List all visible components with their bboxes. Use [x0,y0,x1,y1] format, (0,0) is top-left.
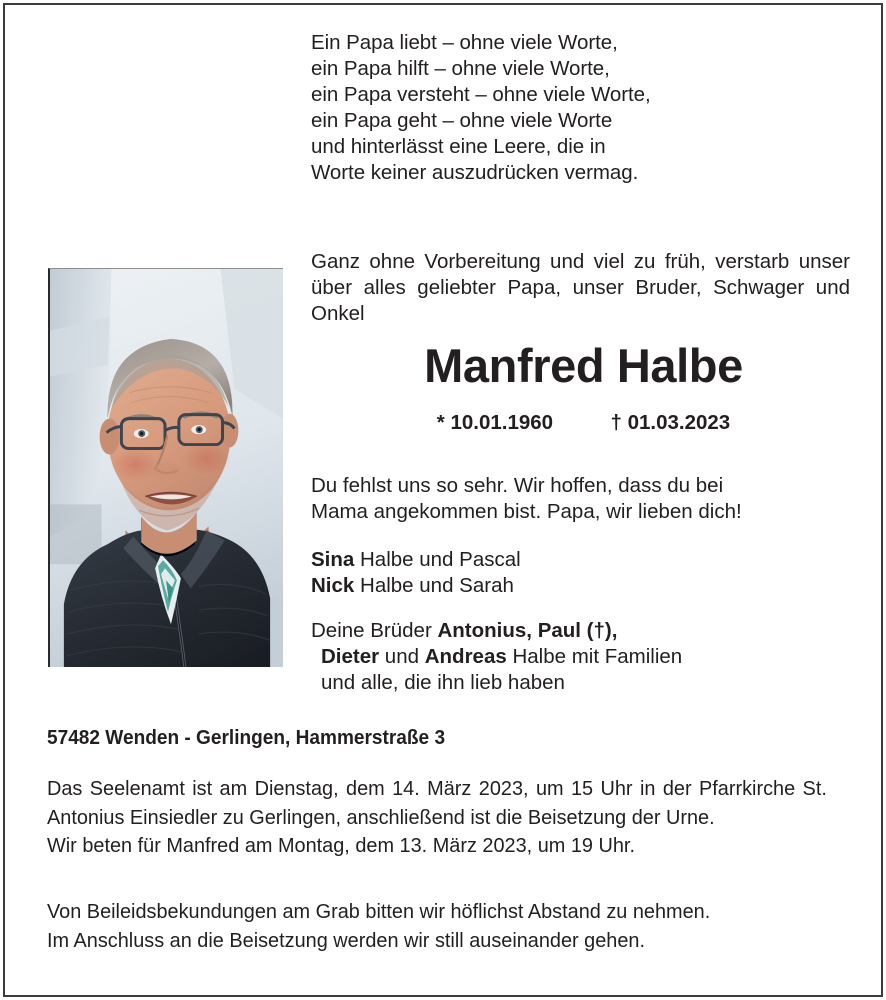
siblings-line-3: und alle, die ihn lieb haben [321,671,565,695]
intro-paragraph: Ganz ohne Vorbereitung und viel zu früh, verstarb unser über alles geliebter Papa, unser Bruder, Schwager und Onkel [311,249,850,325]
poem-line: Ein Papa liebt – ohne viele Worte, [311,31,618,54]
birth-symbol: * [436,411,445,434]
closing-line: Von Beileidsbekundungen am Grab bitten wir höflichst Abstand zu nehmen. [47,900,711,923]
farewell-line: Du fehlst uns so sehr. Wir hoffen, dass du bei [311,474,724,497]
siblings-suffix: Halbe mit Familien [506,645,683,669]
life-dates [311,410,856,435]
service-details [47,775,827,861]
poem-line: ein Papa hilft – ohne viele Worte, [311,57,610,81]
death-date: 01.03.2023 [627,411,731,434]
child-entry [311,573,856,599]
siblings-names-1: Antonius, Paul (†), [437,619,618,642]
poem-line: und hinterlässt eine Leere, die in [311,135,606,159]
deceased-portrait-photo [48,268,283,667]
siblings-conjunction: und [379,645,425,669]
mourning-address: 57482 Wenden - Gerlingen, Hammerstraße 3 [47,726,446,749]
birth-date: 10.01.1960 [450,411,554,434]
closing-line: Im Anschluss an die Beisetzung werden wir still auseinander gehen. [47,929,646,952]
siblings-block [311,618,856,697]
farewell-line: Mama angekommen bist. Papa, wir lieben dich! [311,500,742,524]
sibling-name-dieter: Dieter [321,645,380,669]
child-partner: Halbe und Sarah [354,574,514,598]
poem-block [311,30,856,187]
siblings-line-1 [311,618,856,644]
poem-line: Worte keiner auszudrücken vermag. [311,161,639,185]
closing-note [47,897,833,955]
children-list [311,547,856,599]
siblings-line-2 [311,644,856,670]
sibling-name-andreas: Andreas [424,645,507,669]
child-name: Nick [311,574,355,598]
siblings-prefix: Deine Brüder [311,619,438,642]
poem-line: ein Papa geht – ohne viele Worte [311,109,613,133]
farewell-message [311,473,856,525]
deceased-name: Manfred Halbe [424,339,743,392]
portrait-illustration [50,269,283,667]
child-name: Sina [311,548,355,571]
child-partner: Halbe und Pascal [354,548,521,571]
poem-line: ein Papa versteht – ohne viele Worte, [311,83,651,107]
death-symbol: † [610,411,622,434]
service-main-text: Das Seelenamt ist am Dienstag, dem 14. März 2023, um 15 Uhr in der Pfarrkirche St. Antonius Einsiedler zu Gerlingen, anschließend ist die Beisetzung der Urne. [47,777,827,829]
prayer-text: Wir beten für Manfred am Montag, dem 13. März 2023, um 19 Uhr. [47,834,635,858]
child-entry [311,547,856,573]
